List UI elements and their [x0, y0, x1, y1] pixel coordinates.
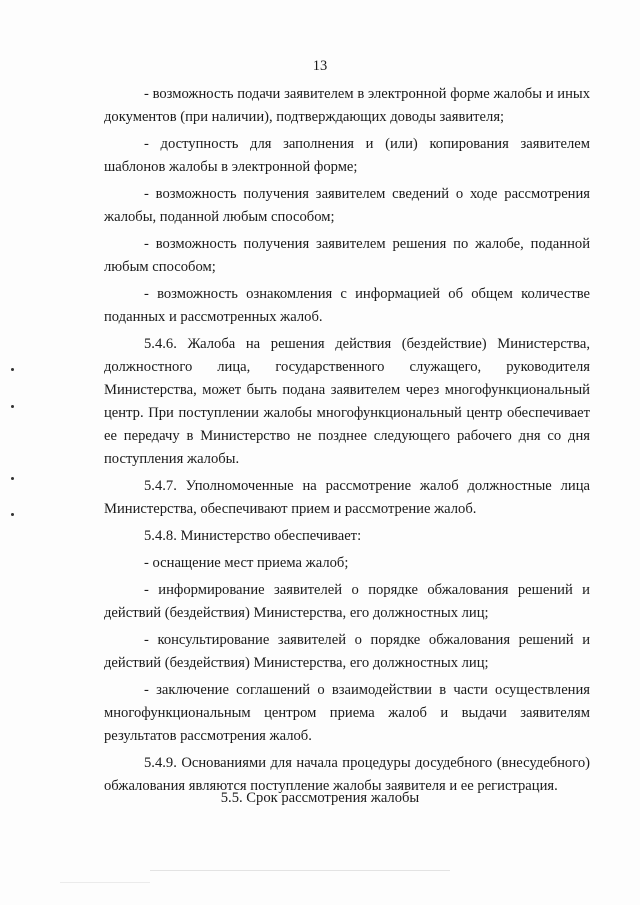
section-heading: 5.5. Срок рассмотрения жалобы [220, 790, 420, 806]
paragraph-complaint-statistics: - возможность ознакомления с информацией об общем количестве поданных и рассмотренных жалоб. [104, 286, 590, 325]
scan-artifact-line [60, 882, 150, 883]
paragraph-5-4-8: 5.4.8. Министерство обеспечивает: [144, 528, 362, 544]
paragraph-5-4-9: 5.4.9. Основаниями для начала процедуры досудебного (внесудебного) обжалования являются поступление жалобы заявителя и ее регистрация. [104, 755, 590, 794]
paragraph-consulting: - консультирование заявителей о порядке обжалования решений и действий (бездействия) Министерства, его должностных лиц; [104, 632, 590, 671]
paragraph-decision-receipt: - возможность получения заявителем решения по жалобе, поданной любым способом; [104, 236, 590, 275]
paragraph-informing: - информирование заявителей о порядке обжалования решений и действий (бездействия) Министерства, его должностных лиц; [104, 582, 590, 621]
paragraph-5-4-7: 5.4.7. Уполномоченные на рассмотрение жалоб должностные лица Министерства, обеспечивают прием и рассмотрение жалоб. [104, 478, 590, 517]
margin-speck [11, 405, 14, 408]
paragraph-electronic-submission: - возможность подачи заявителем в электронной форме жалобы и иных документов (при наличии), подтверждающих доводы заявителя; [104, 86, 590, 125]
margin-speck [11, 477, 14, 480]
margin-speck [11, 368, 14, 371]
page-number: 13 [312, 58, 328, 74]
document-body [104, 83, 590, 798]
paragraph-equipment: - оснащение мест приема жалоб; [144, 555, 349, 571]
margin-speck [11, 513, 14, 516]
paragraph-agreements: - заключение соглашений о взаимодействии в части осуществления многофункциональным центром приема жалоб и выдачи заявителям результатов рассмотрения жалоб. [104, 682, 590, 744]
paragraph-progress-info: - возможность получения заявителем сведений о ходе рассмотрения жалобы, поданной любым способом; [104, 186, 590, 225]
paragraph-template-access: - доступность для заполнения и (или) копирования заявителем шаблонов жалобы в электронной форме; [104, 136, 590, 175]
paragraph-5-4-6: 5.4.6. Жалоба на решения действия (бездействие) Министерства, должностного лица, государственного служащего, руководителя Министерства, может быть подана заявителем через многофункциональный центр. При поступлении жалобы многофункциональный центр обеспечивает ее передачу в Министерство не позднее следующего рабочего дня со дня поступления жалобы. [104, 336, 590, 467]
scan-artifact-line [150, 870, 450, 871]
